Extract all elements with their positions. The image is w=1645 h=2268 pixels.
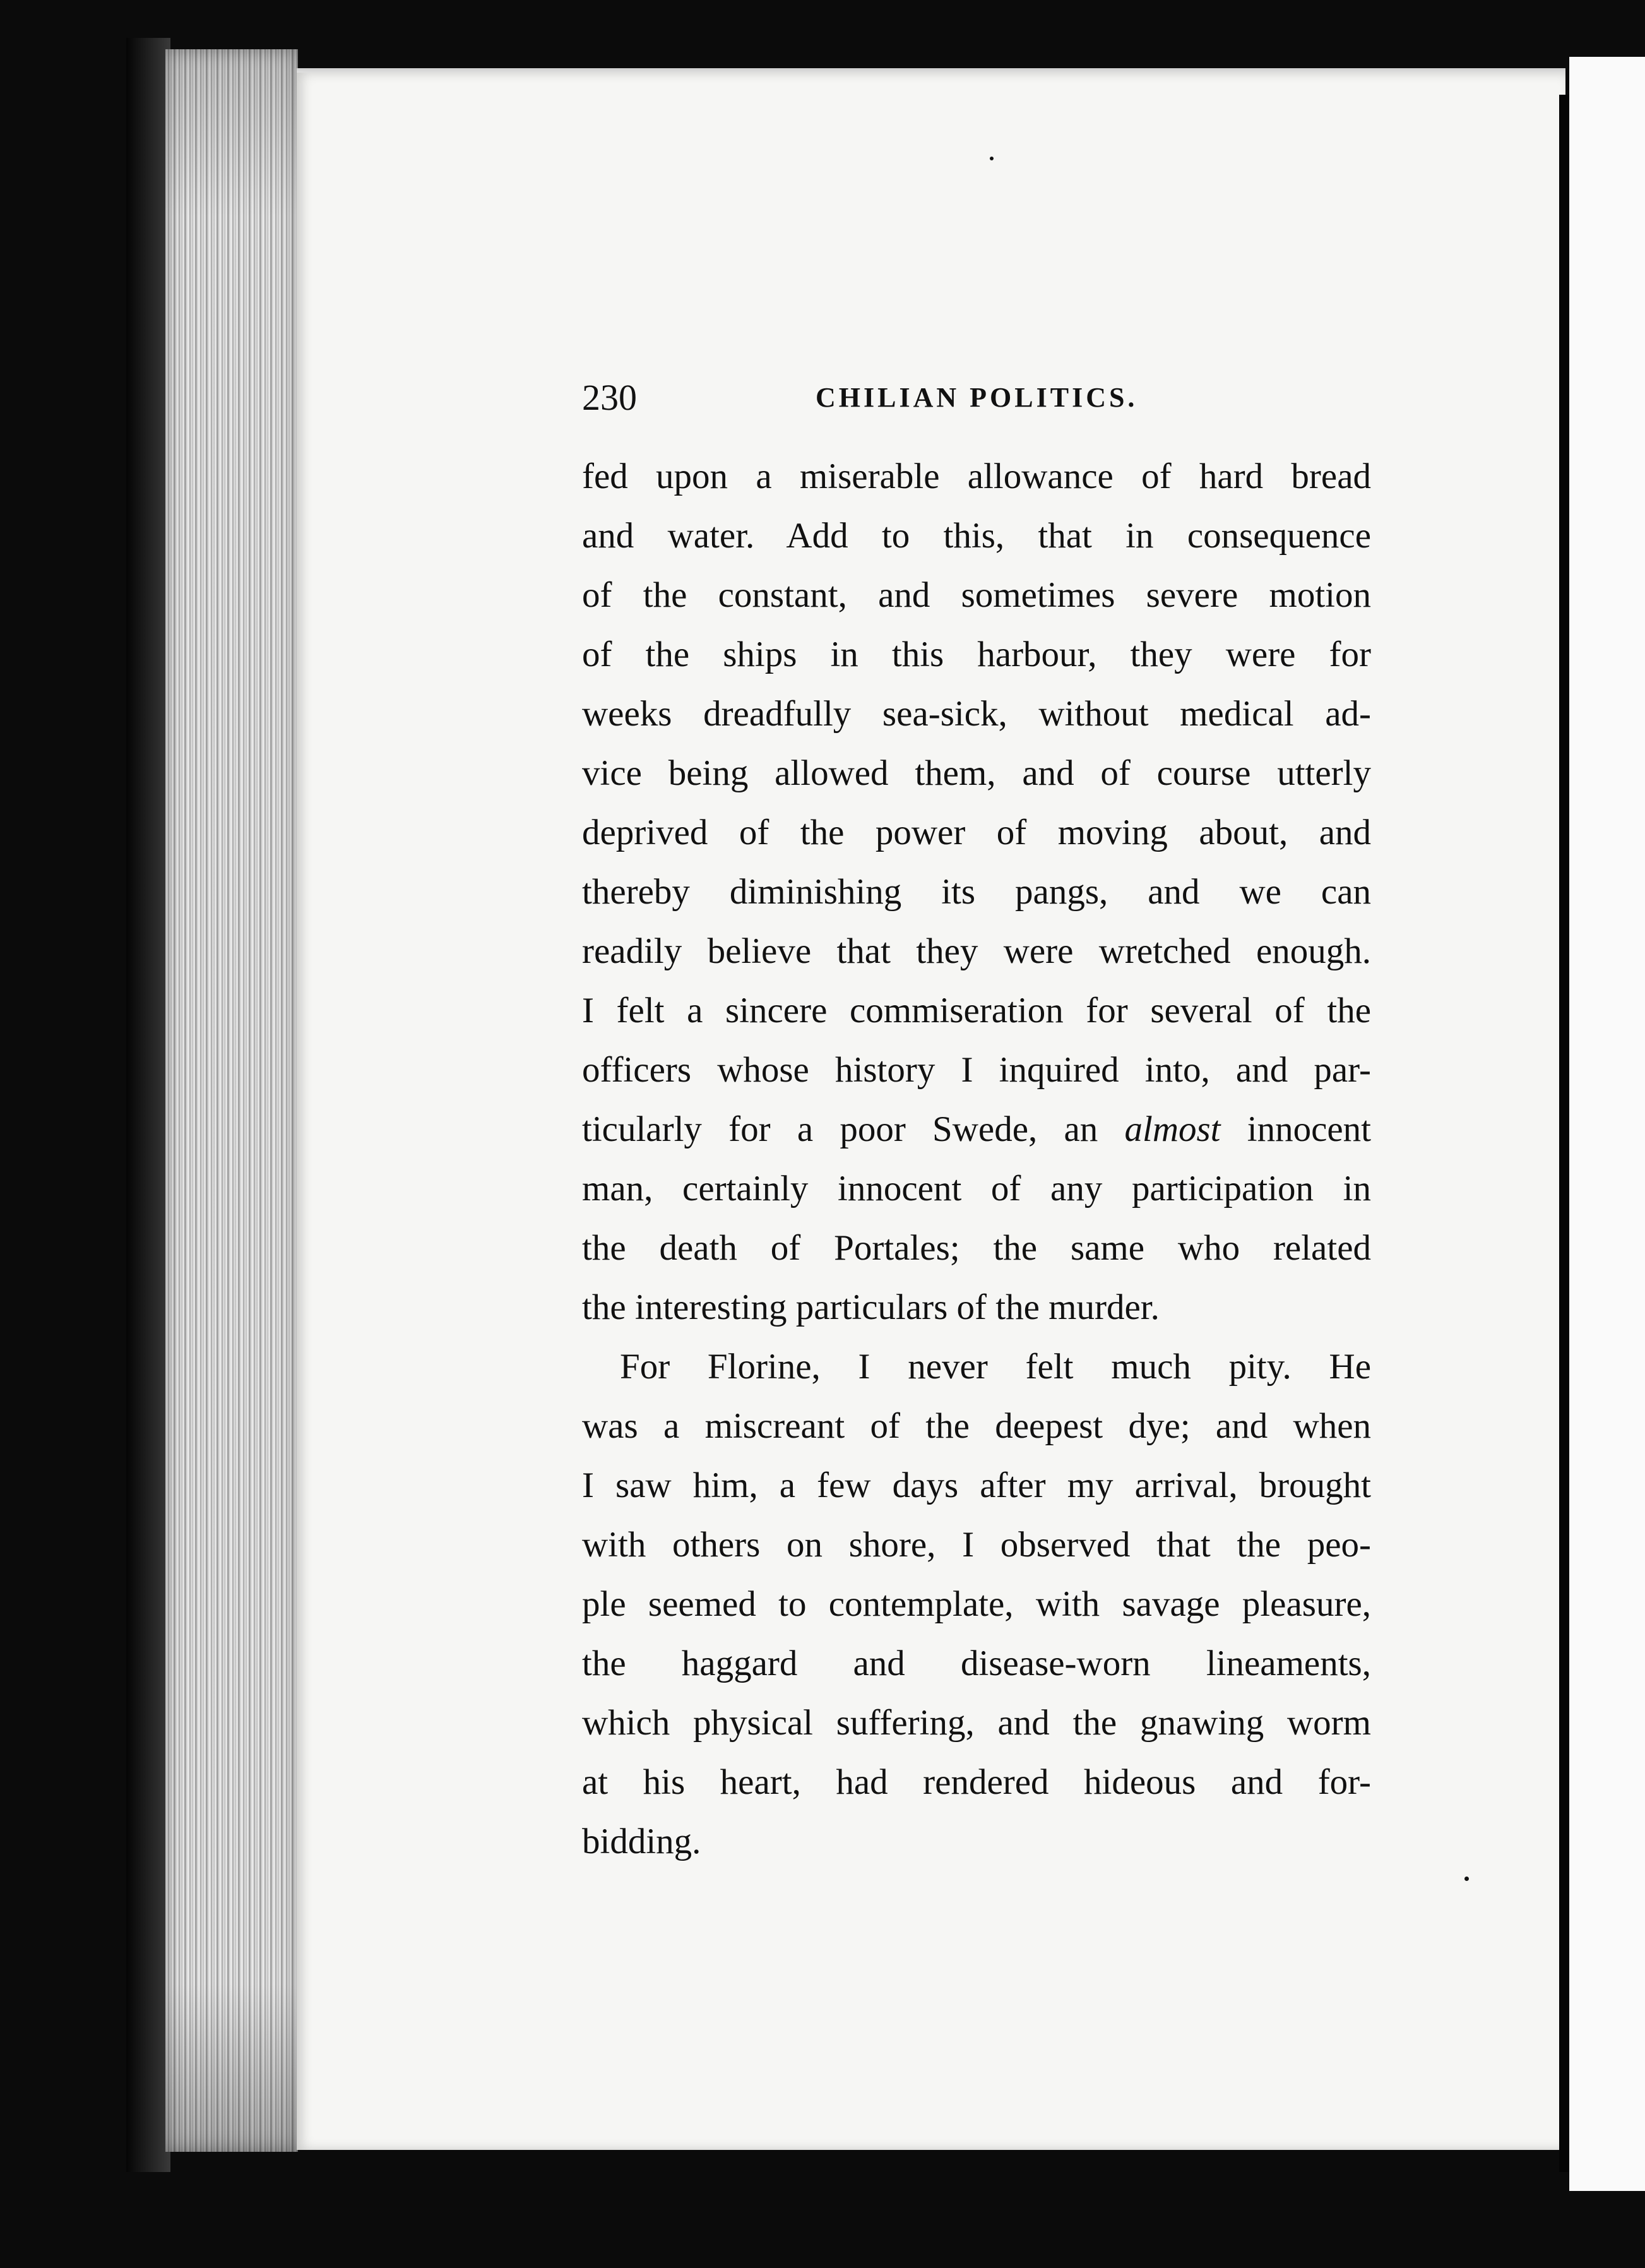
text-line: the interesting particulars of the murder. — [582, 1287, 1160, 1327]
paragraph — [582, 447, 1371, 1337]
text-line: at his heart, had rendered hideous and for- — [582, 1762, 1371, 1802]
paragraph — [582, 1337, 1371, 1871]
text-line: fed upon a miserable allowance of hard bread — [582, 457, 1371, 496]
text-line: man, certainly innocent of any participation in — [582, 1169, 1371, 1209]
text-line: with others on shore, I observed that the peo- — [582, 1525, 1371, 1565]
text-line: thereby diminishing its pangs, and we can — [582, 872, 1371, 912]
text-line: vice being allowed them, and of course utterly — [582, 753, 1371, 793]
gutter-shadow — [1559, 95, 1569, 2172]
line-end: innocent — [1247, 1109, 1372, 1149]
text-line: the death of Portales; the same who related — [582, 1228, 1371, 1268]
book-spine-shadow — [126, 38, 170, 2172]
text-line: readily believe that they were wretched enough. — [582, 931, 1371, 971]
facing-page-edge — [1569, 57, 1645, 2191]
page-edges — [165, 49, 298, 2152]
text-line: was a miscreant of the deepest dye; and when — [582, 1406, 1371, 1446]
text-line: weeks dreadfully sea-sick, without medical ad- — [582, 694, 1371, 734]
line-start: ticularly for a poor Swede, an — [582, 1109, 1098, 1149]
text-line: For Florine, I never felt much pity. He — [620, 1347, 1371, 1387]
text-line-with-italic — [582, 1100, 1371, 1159]
text-line: and water. Add to this, that in consequence — [582, 516, 1371, 556]
running-title: CHILIAN POLITICS. — [816, 382, 1138, 413]
italic-word: almost — [1124, 1109, 1221, 1149]
text-line: I felt a sincere commiseration for several of the — [582, 991, 1371, 1030]
ink-speck — [1464, 1877, 1469, 1881]
running-head — [582, 373, 1377, 423]
text-line: deprived of the power of moving about, and — [582, 813, 1371, 852]
text-line: officers whose history I inquired into, and par- — [582, 1050, 1371, 1090]
text-line: which physical suffering, and the gnawing worm — [582, 1703, 1371, 1743]
ink-speck — [990, 157, 994, 160]
text-line: bidding. — [582, 1822, 701, 1861]
body-text — [582, 447, 1371, 1871]
text-line: I saw him, a few days after my arrival, brought — [582, 1465, 1371, 1505]
text-line: of the ships in this harbour, they were for — [582, 635, 1371, 674]
text-line: the haggard and disease-worn lineaments, — [582, 1644, 1371, 1683]
page-number: 230 — [582, 377, 637, 418]
text-line: of the constant, and sometimes severe motion — [582, 575, 1371, 615]
text-line: ple seemed to contemplate, with savage pleasure, — [582, 1584, 1371, 1624]
